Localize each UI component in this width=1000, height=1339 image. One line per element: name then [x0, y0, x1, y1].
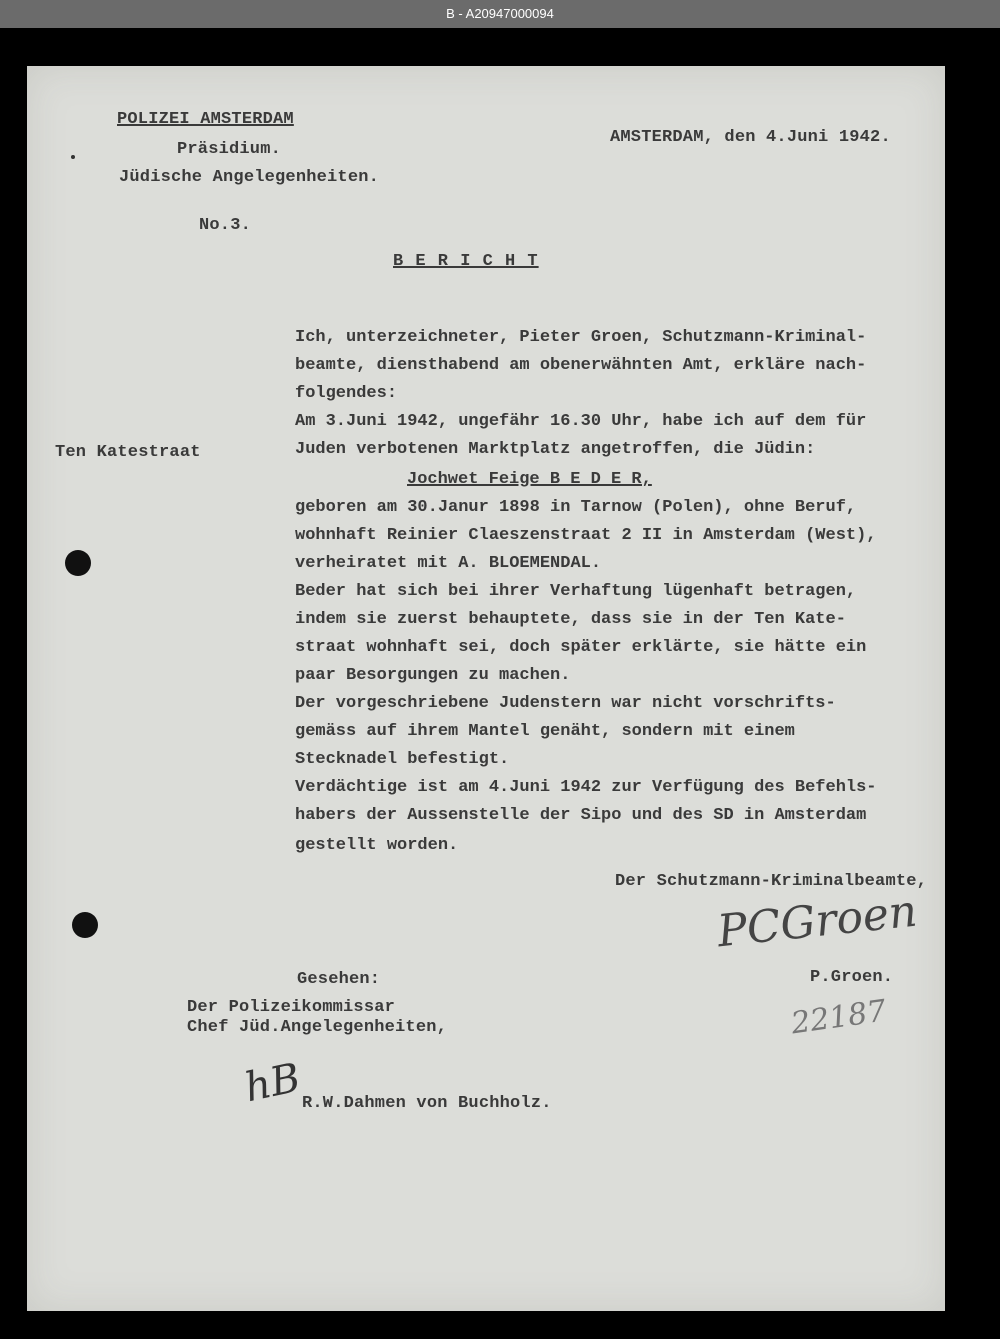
body-line: wohnhaft Reinier Claeszenstraat 2 II in Amsterdam (West),	[295, 526, 877, 545]
body-line: gestellt worden.	[295, 836, 459, 855]
body-line: Am 3.Juni 1942, ungefähr 16.30 Uhr, habe ich auf dem für	[295, 412, 867, 431]
body-line: paar Besorgungen zu machen.	[295, 666, 571, 685]
body-line: gemäss auf ihrem Mantel genäht, sondern mit einem	[295, 722, 795, 741]
body-line: Beder hat sich bei ihrer Verhaftung lügenhaft betragen,	[295, 582, 857, 601]
report-title: B E R I C H T	[393, 252, 539, 271]
body-line: Der vorgeschriebene Judenstern war nicht vorschrifts-	[295, 694, 836, 713]
body-line: habers der Aussenstelle der Sipo und des SD in Amsterdam	[295, 806, 867, 825]
body-line: verheiratet mit A. BLOEMENDAL.	[295, 554, 602, 573]
body-line: folgendes:	[295, 384, 398, 403]
commissioner-initials: hB	[240, 1054, 305, 1112]
person-name: Jochwet Feige B E D E R,	[407, 470, 652, 489]
commissioner-name: R.W.Dahmen von Buchholz.	[302, 1094, 552, 1113]
body-line: Ich, unterzeichneter, Pieter Groen, Schutzmann-Kriminal-	[295, 328, 867, 347]
punch-hole-top	[65, 550, 91, 576]
handwritten-number: 22187	[789, 993, 889, 1042]
body-line: Juden verbotenen Marktplatz angetroffen, die Jüdin:	[295, 440, 816, 459]
place-date: AMSTERDAM, den 4.Juni 1942.	[610, 128, 891, 147]
officer-signature: PCGroen	[714, 885, 920, 958]
commissioner-dept: Chef Jüd.Angelegenheiten,	[187, 1018, 448, 1037]
window-title: B - A20947000094	[0, 0, 1000, 28]
seen-label: Gesehen:	[297, 970, 381, 989]
body-line: geboren am 30.Janur 1898 in Tarnow (Polen), ohne Beruf,	[295, 498, 857, 517]
document-page	[27, 66, 945, 1311]
punch-hole-bottom	[72, 912, 98, 938]
body-line: straat wohnhaft sei, doch später erklärte, sie hätte ein	[295, 638, 867, 657]
margin-note: Ten Katestraat	[55, 443, 201, 462]
police-heading: POLIZEI AMSTERDAM	[117, 110, 294, 129]
body-line: Verdächtige ist am 4.Juni 1942 zur Verfügung des Befehls-	[295, 778, 877, 797]
body-line: indem sie zuerst behauptete, dass sie in der Ten Kate-	[295, 610, 846, 629]
body-line: Stecknadel befestigt.	[295, 750, 510, 769]
document-number: No.3.	[199, 216, 252, 235]
ink-dot	[71, 155, 75, 159]
officer-name: P.Groen.	[810, 968, 894, 987]
body-line: beamte, diensthabend am obenerwähnten Amt, erkläre nach-	[295, 356, 867, 375]
department-line: Jüdische Angelegenheiten.	[119, 168, 380, 187]
officer-role: Der Schutzmann-Kriminalbeamte,	[615, 872, 928, 891]
presidium-line: Präsidium.	[177, 140, 282, 159]
commissioner-title: Der Polizeikommissar	[187, 998, 396, 1017]
